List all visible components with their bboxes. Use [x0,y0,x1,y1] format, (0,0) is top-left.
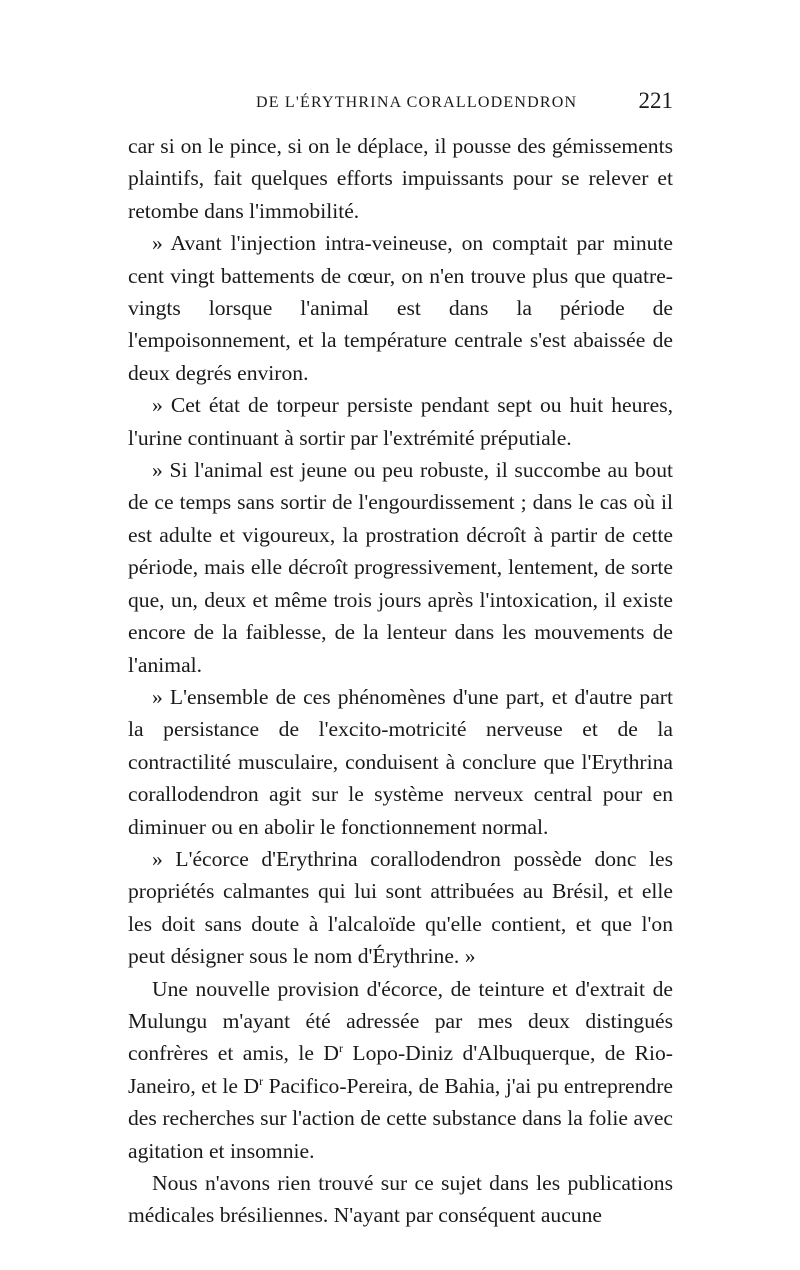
paragraph-continuation: car si on le pince, si on le déplace, il pousse des gémissements plaintifs, fait quelques efforts impuissants pour se relever et retombe dans l'immobilité. [128,134,673,223]
book-page [128,88,673,1232]
text-segment: Lopo-Diniz d'Albuquerque, de Rio-Janeiro, et le D [128,1041,673,1098]
superscript: r [338,1041,343,1056]
running-head [128,88,673,120]
paragraph-young-animal: » Si l'animal est jeune ou peu robuste, il succombe au bout de ce temps sans sortir de l'engourdissement ; dans le cas où il est adulte et vigoureux, la prostration décroît à partir de cette période, mais elle décroît progressivement, lentement, de sorte que, un, deux et même trois jours après l'intoxication, il existe encore de la faiblesse, de la lenteur dans les mouvements de l'animal. [128,458,673,677]
paragraph-torpor: » Cet état de torpeur persiste pendant sept ou huit heures, l'urine continuant à sortir par l'extrémité préputiale. [128,393,673,450]
text-segment: Une nouvelle provision d'écorce, de teinture et d'extrait de Mulungu m'ayant été adressée par mes deux distingués confrères et amis, le D [128,976,673,1066]
paragraph-new-provision [128,973,673,1167]
page-number: 221 [638,88,673,113]
paragraph-phenomena: » L'ensemble de ces phénomènes d'une part, et d'autre part la persistance de l'excito-motricité nerveuse et de la contractilité musculaire, conduisent à conclure que l'Erythrina corallodendron agit sur le système nerveux central pour en diminuer ou en abolir le fonctionnement normal. [128,684,673,839]
superscript: r [259,1073,264,1088]
running-title: DE L'ÉRYTHRINA CORALLODENDRON [256,94,578,111]
paragraph-brazilian-publications: Nous n'avons rien trouvé sur ce sujet dans les publications médicales brésiliennes. N'ayant par conséquent aucune [128,1171,673,1228]
text-segment: Pacifico-Pereira, de Bahia, j'ai pu entreprendre des recherches sur l'action de cette substance dans la folie avec agitation et insomnie. [128,1073,673,1163]
body-text [128,130,673,1232]
paragraph-bark-properties: » L'écorce d'Erythrina corallodendron possède donc les propriétés calmantes qui lui sont attribuées au Brésil, et elle les doit sans doute à l'alcaloïde qu'elle contient, et que l'on peut désigner sous le nom d'Érythrine. » [128,846,673,969]
paragraph-injection: » Avant l'injection intra-veineuse, on comptait par minute cent vingt battements de cœur, on n'en trouve plus que quatre-vingts lorsque l'animal est dans la période de l'empoisonnement, et la température centrale s'est abaissée de deux degrés environ. [128,231,673,385]
